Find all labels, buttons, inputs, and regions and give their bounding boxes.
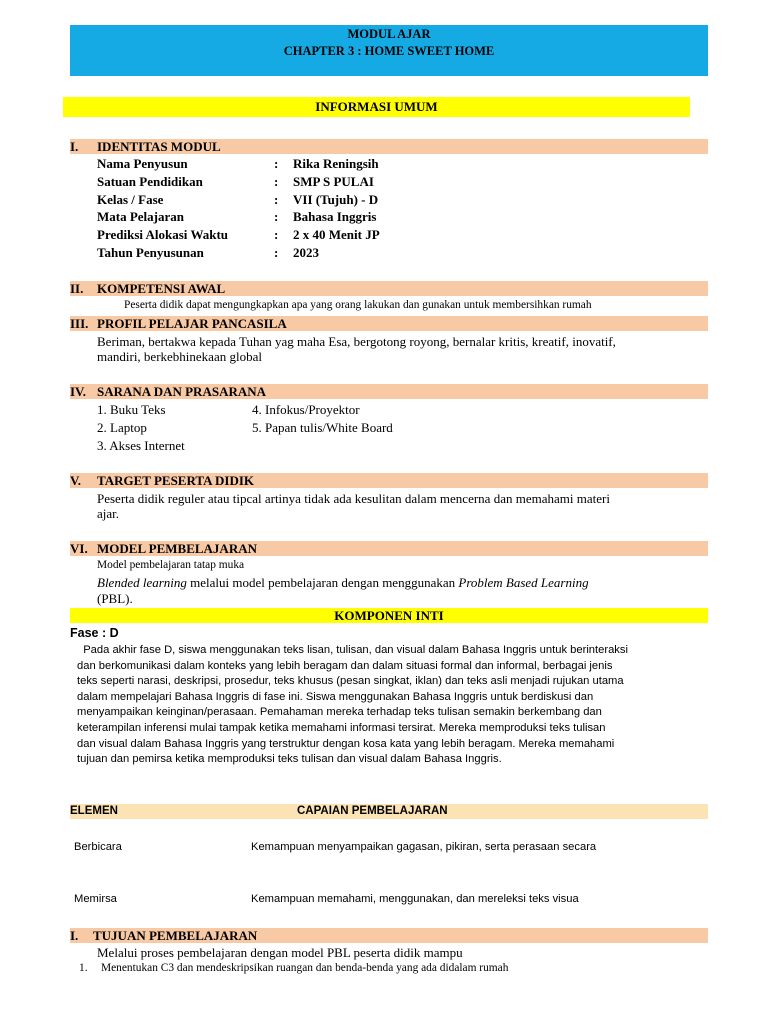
identity-label: Satuan Pendidikan: [97, 174, 203, 189]
identity-label: Prediksi Alokasi Waktu: [97, 227, 229, 242]
identity-value: 2 x 40 Menit JP: [293, 227, 380, 242]
fase-line: teks seperti narasi, deskripsi, prosedur, teks khusus (pesan singkat, iklan) dan teks asli menjadi rujukan utama: [77, 675, 624, 688]
profil-text-line: mandiri, berkebhinekaan global: [97, 349, 262, 364]
model-text-line: [97, 575, 589, 591]
kompetensi-text: Peserta didik dapat mengungkapkan apa yang orang lakukan dan gunakan untuk membersihkan rumah: [124, 299, 592, 311]
profil-text-line: Beriman, bertakwa kepada Tuhan yag maha Esa, bergotong royong, bernalar kritis, kreatif, inovatif,: [97, 334, 616, 349]
fase-label: Fase : D: [70, 626, 119, 640]
identity-colon: :: [274, 156, 279, 171]
identity-row: [97, 244, 657, 262]
model-text-segment: melalui model pembelajaran dengan menggunakan: [186, 575, 459, 590]
elemen-table-header: [70, 804, 708, 819]
elemen-cell: Memirsa: [74, 893, 117, 905]
tujuan-item-number: 1.: [79, 962, 88, 974]
section-number: IV.: [70, 384, 87, 399]
section-profil-heading: [70, 316, 708, 331]
identity-colon: :: [274, 192, 279, 207]
target-text-line: Peserta didik reguler atau tipcal artinya tidak ada kesulitan dalam mencerna dan memahami materi: [97, 491, 610, 506]
identity-row: [97, 191, 657, 209]
section-number: V.: [70, 473, 81, 488]
sarana-item: 2. Laptop: [97, 420, 147, 435]
fase-line: dalam mempelajari Bahasa Inggris di fase ini. Siswa menggunakan Bahasa Inggris untuk berdiskusi dan: [77, 690, 594, 703]
tujuan-item: Menentukan C3 dan mendeskripsikan ruangan dan benda-benda yang ada didalam rumah: [101, 962, 509, 974]
section-tujuan-heading: [70, 928, 708, 943]
section-kompetensi-heading: [70, 281, 708, 296]
identity-value: Rika Reningsih: [293, 156, 379, 171]
section-title: KOMPETENSI AWAL: [97, 281, 226, 296]
identity-colon: :: [274, 209, 279, 224]
section-number: III.: [70, 316, 89, 331]
model-text-line: Model pembelajaran tatap muka: [97, 559, 245, 571]
identity-row: [97, 155, 657, 173]
sarana-item: 1. Buku Teks: [97, 402, 166, 417]
fase-line: dan berkomunikasi dalam konteks yang lebih beragam dan dalam situasi formal dan informal, berbagai jenis: [77, 659, 613, 672]
informasi-umum-heading: INFORMASI UMUM: [63, 97, 690, 117]
section-number: VI.: [70, 541, 88, 556]
section-title: SARANA DAN PRASARANA: [97, 384, 267, 399]
identity-label: Tahun Penyusunan: [97, 245, 204, 260]
elemen-column-header: ELEMEN: [70, 805, 118, 817]
capaian-column-header: CAPAIAN PEMBELAJARAN: [297, 805, 448, 817]
header-subtitle: CHAPTER 3 : HOME SWEET HOME: [283, 44, 495, 58]
section-number: II.: [70, 281, 84, 296]
fase-line: keterampilan inferensi mulai tampak ketika memahami informasi tersirat. Mereka memproduksi teks tulisan: [77, 721, 606, 734]
identity-value: 2023: [293, 245, 319, 260]
section-title: PROFIL PELAJAR PANCASILA: [97, 316, 287, 331]
target-text-line: ajar.: [97, 506, 120, 521]
section-title: IDENTITAS MODUL: [97, 139, 221, 154]
header-banner: [70, 25, 708, 76]
capaian-cell: Kemampuan menyampaikan gagasan, pikiran, serta perasaan secara: [251, 841, 597, 853]
identity-value: SMP S PULAI: [293, 174, 374, 189]
identity-row: [97, 173, 657, 191]
fase-line: menyampaikan keinginan/perasaan. Pemahaman mereka terhadap teks tulisan semakin berkembang dan: [77, 706, 602, 719]
fase-line: tujuan dan pemirsa ketika memproduksi teks tulisan dan visual dalam Bahasa Inggris.: [77, 753, 502, 766]
section-title: TUJUAN PEMBELAJARAN: [93, 928, 258, 943]
identity-row: [97, 226, 657, 244]
italic-term: Problem Based Learning: [458, 575, 589, 590]
identity-colon: :: [274, 227, 279, 242]
section-number: I.: [70, 139, 79, 154]
section-identitas-heading: [70, 139, 708, 154]
identity-value: VII (Tujuh) - D: [293, 192, 379, 207]
header-title: MODUL AJAR: [347, 27, 431, 41]
sarana-item: 5. Papan tulis/White Board: [252, 420, 393, 435]
identity-label: Nama Penyusun: [97, 156, 188, 171]
section-model-heading: [70, 541, 708, 556]
section-title: TARGET PESERTA DIDIK: [97, 473, 255, 488]
tujuan-intro: Melalui proses pembelajaran dengan model PBL peserta didik mampu: [97, 945, 463, 960]
italic-term: Blended learning: [97, 575, 187, 590]
identity-value: Bahasa Inggris: [293, 209, 377, 224]
elemen-cell: Berbicara: [74, 841, 122, 853]
section-title: MODEL PEMBELAJARAN: [97, 541, 257, 556]
fase-line: dan visual dalam Bahasa Inggris yang terstruktur dengan kosa kata yang lebih beragam. Mereka memahami: [77, 737, 615, 750]
sarana-item: 3. Akses Internet: [97, 438, 185, 453]
sarana-item: 4. Infokus/Proyektor: [252, 402, 360, 417]
identity-row: [97, 208, 657, 226]
section-target-heading: [70, 473, 708, 488]
section-number: I.: [70, 928, 79, 943]
identity-label: Kelas / Fase: [97, 192, 164, 207]
identity-colon: :: [274, 174, 279, 189]
fase-description: [77, 643, 707, 768]
identity-colon: :: [274, 245, 279, 260]
model-text-line: (PBL).: [97, 591, 133, 606]
capaian-cell: Kemampuan memahami, menggunakan, dan mereleksi teks visua: [251, 893, 579, 905]
section-sarana-heading: [70, 384, 708, 399]
komponen-inti-heading: KOMPONEN INTI: [70, 608, 708, 623]
fase-line: Pada akhir fase D, siswa menggunakan teks lisan, tulisan, dan visual dalam Bahasa Inggris untuk berinteraksi: [77, 644, 628, 656]
identity-label: Mata Pelajaran: [97, 209, 185, 224]
